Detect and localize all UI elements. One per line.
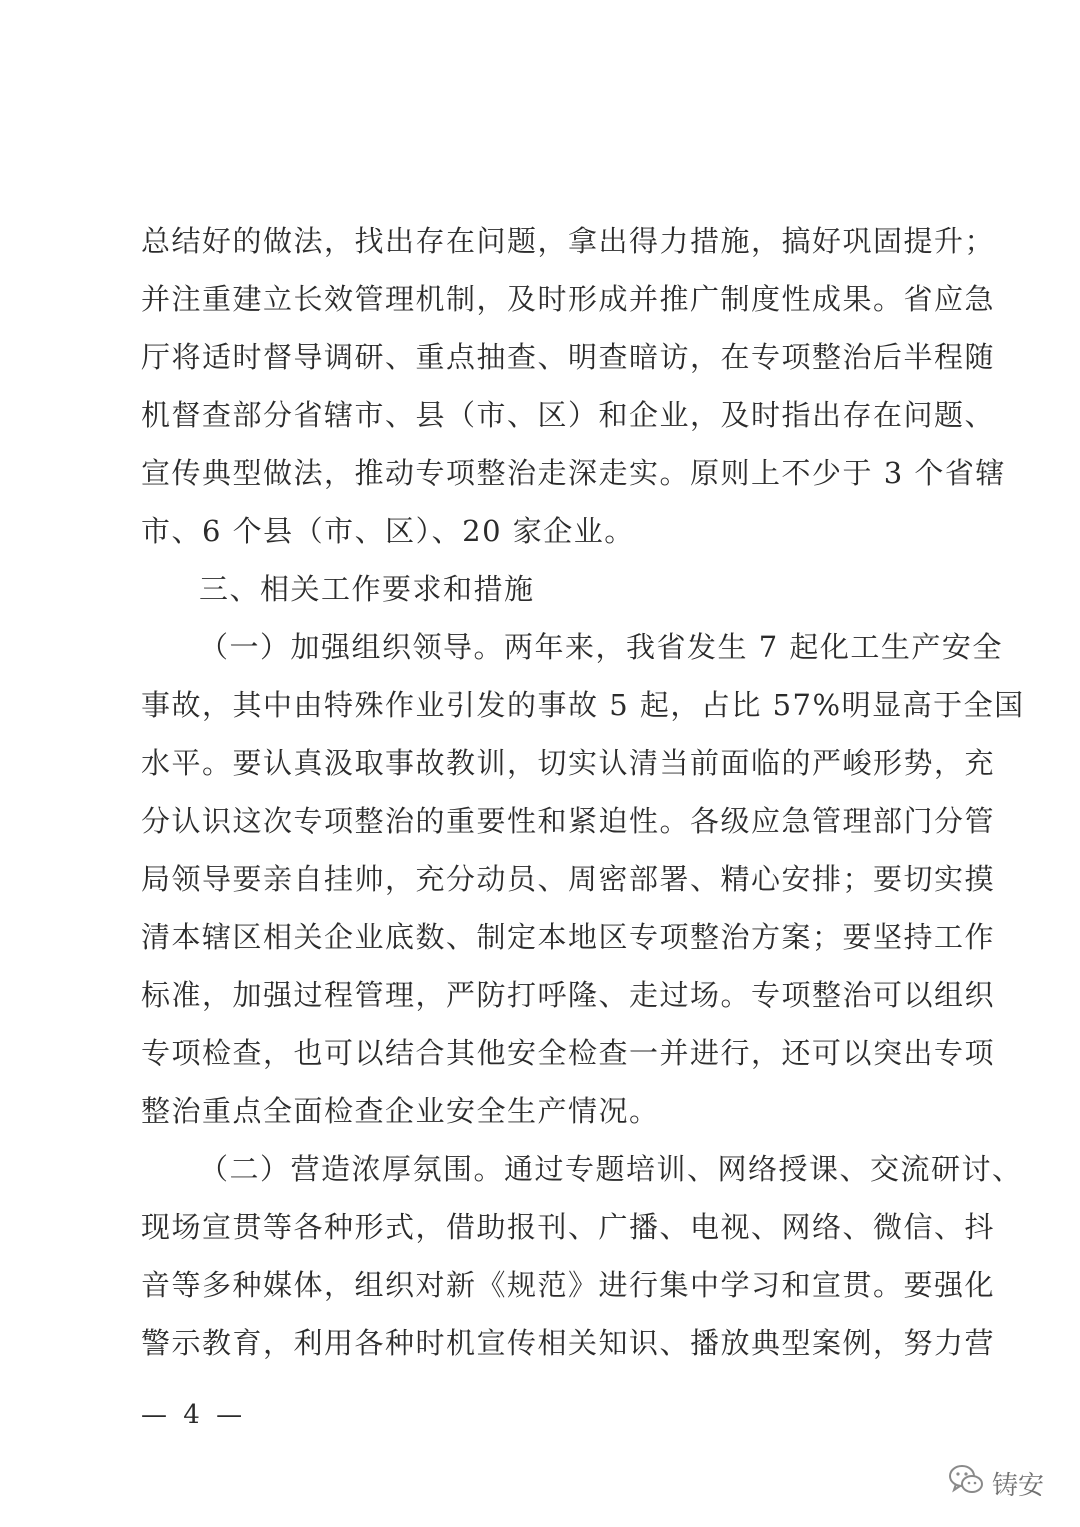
wechat-icon	[946, 1460, 986, 1507]
p1-line-2: 并注重建立长效管理机制，及时形成并推广制度性成果。省应急	[141, 282, 996, 316]
p3-line-2: 现场宣贯等各种形式，借助报刊、广播、电视、网络、微信、抖	[141, 1210, 996, 1244]
p3-line-1: （二）营造浓厚氛围。通过专题培训、网络授课、交流研讨、	[199, 1152, 1023, 1186]
p2-line-3: 水平。要认真汲取事故教训，切实认清当前面临的严峻形势，充	[141, 746, 996, 780]
p3-line-4: 警示教育，利用各种时机宣传相关知识、播放典型案例，努力营	[141, 1326, 996, 1360]
page-number: — 4 —	[141, 1400, 247, 1430]
p1-line-1: 总结好的做法，找出存在问题，拿出得力措施，搞好巩固提升；	[141, 224, 996, 258]
p2-line-6: 清本辖区相关企业底数、制定本地区专项整治方案；要坚持工作	[141, 920, 996, 954]
watermark	[946, 1460, 1044, 1507]
p2-line-4: 分认识这次专项整治的重要性和紧迫性。各级应急管理部门分管	[141, 804, 996, 838]
p2-line-5: 局领导要亲自挂帅，充分动员、周密部署、精心安排；要切实摸	[141, 862, 996, 896]
watermark-label: 铸安	[991, 1471, 1044, 1501]
p1-line-4: 机督查部分省辖市、县（市、区）和企业，及时指出存在问题、	[141, 398, 996, 432]
p2-line-1: （一）加强组织领导。两年来，我省发生 7 起化工生产安全	[199, 630, 1003, 664]
p3-line-3: 音等多种媒体，组织对新《规范》进行集中学习和宣贯。要强化	[141, 1268, 996, 1302]
p2-line-2: 事故，其中由特殊作业引发的事故 5 起，占比 57%明显高于全国	[141, 688, 1025, 722]
section-heading: 三、相关工作要求和措施	[199, 572, 535, 606]
p2-line-9: 整治重点全面检查企业安全生产情况。	[141, 1094, 660, 1128]
p1-line-6: 市、6 个县（市、区）、20 家企业。	[141, 514, 635, 548]
p1-line-5: 宣传典型做法，推动专项整治走深走实。原则上不少于 3 个省辖	[141, 456, 1006, 490]
p2-line-7: 标准，加强过程管理，严防打呼隆、走过场。专项整治可以组织	[141, 978, 996, 1012]
body-text	[141, 212, 1025, 1372]
p1-line-3: 厅将适时督导调研、重点抽查、明查暗访，在专项整治后半程随	[141, 340, 996, 374]
p2-line-8: 专项检查，也可以结合其他安全检查一并进行，还可以突出专项	[141, 1036, 996, 1070]
